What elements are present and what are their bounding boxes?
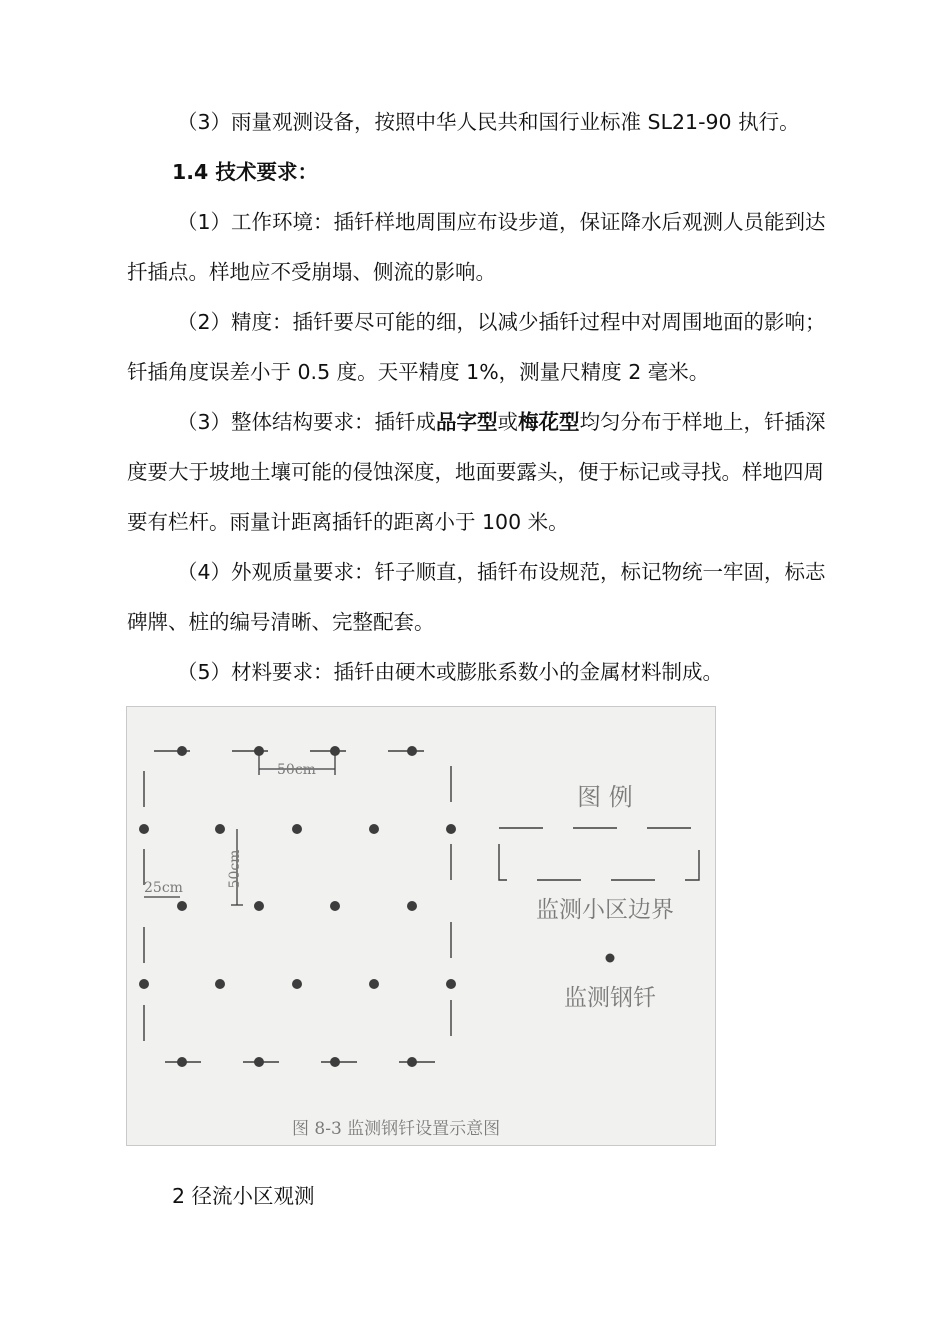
bold-pin-shape-1: 品字型 xyxy=(436,410,498,434)
plot-boundary xyxy=(144,751,451,1062)
paragraph-material: （5）材料要求：插钎由硬木或膨胀系数小的金属材料制成。 xyxy=(177,660,724,684)
legend-pin-symbol xyxy=(606,954,615,963)
figure-caption: 图 8-3 监测钢钎设置示意图 xyxy=(292,1119,501,1139)
pin-dot xyxy=(330,746,340,756)
pin-dot xyxy=(407,1057,417,1067)
pin-dot xyxy=(407,901,417,911)
pin-dot xyxy=(177,1057,187,1067)
legend-title: 图 例 xyxy=(577,783,633,811)
pin-dot xyxy=(330,901,340,911)
pin-dot xyxy=(139,979,149,989)
pin-dot xyxy=(215,979,225,989)
pin-dot xyxy=(407,746,417,756)
pin-dot xyxy=(446,979,456,989)
pin-dot xyxy=(177,746,187,756)
pin-dot xyxy=(254,901,264,911)
pin-layout-diagram xyxy=(127,707,717,1147)
pin-dot xyxy=(292,979,302,989)
dimension-label-vertical: 50cm xyxy=(227,849,243,889)
pin-dot xyxy=(139,824,149,834)
section-heading-1-4: 1.4 技术要求： xyxy=(172,160,318,184)
pin-dots xyxy=(139,746,456,1067)
bold-pin-shape-2: 梅花型 xyxy=(518,410,580,434)
paragraph-work-environment: （1）工作环境：插钎样地周围应布设步道，保证降水后观测人员能到达扦插点。样地应不受崩塌、侧流的影响。 xyxy=(127,210,826,284)
dimension-label-left: 25cm xyxy=(144,880,183,896)
pin-dot xyxy=(177,901,187,911)
pin-dot xyxy=(215,824,225,834)
pin-dot xyxy=(369,979,379,989)
dimension-label-top: 50cm xyxy=(277,762,316,778)
pin-dot xyxy=(330,1057,340,1067)
pin-dot xyxy=(254,746,264,756)
paragraph-rain-equipment: （3）雨量观测设备，按照中华人民共和国行业标准 SL21-90 执行。 xyxy=(177,110,800,134)
legend-boundary-label: 监测小区边界 xyxy=(536,897,674,923)
legend-boundary-symbol xyxy=(499,828,699,880)
paragraph-appearance: （4）外观质量要求：钎子顺直，插钎布设规范，标记物统一牢固，标志碑牌、桩的编号清晰、完整配套。 xyxy=(127,560,826,634)
section-heading-2: 2 径流小区观测 xyxy=(172,1184,315,1208)
pin-dot xyxy=(369,824,379,834)
paragraph-structure: （3）整体结构要求：插钎成品字型或梅花型均匀分布于样地上，钎插深度要大于坡地土壤可能的侵蚀深度，地面要露头，便于标记或寻找。样地四周要有栏杆。雨量计距离插钎的距离小于 100 米。 xyxy=(127,410,826,534)
pin-dot xyxy=(446,824,456,834)
pin-dot xyxy=(292,824,302,834)
legend-pin-label: 监测钢钎 xyxy=(564,985,656,1011)
pin-dot xyxy=(254,1057,264,1067)
pin-layout-figure xyxy=(126,706,716,1146)
paragraph-precision: （2）精度：插钎要尽可能的细，以减少插钎过程中对周围地面的影响；钎插角度误差小于 0.5 度。天平精度 1%，测量尺精度 2 毫米。 xyxy=(127,310,826,384)
